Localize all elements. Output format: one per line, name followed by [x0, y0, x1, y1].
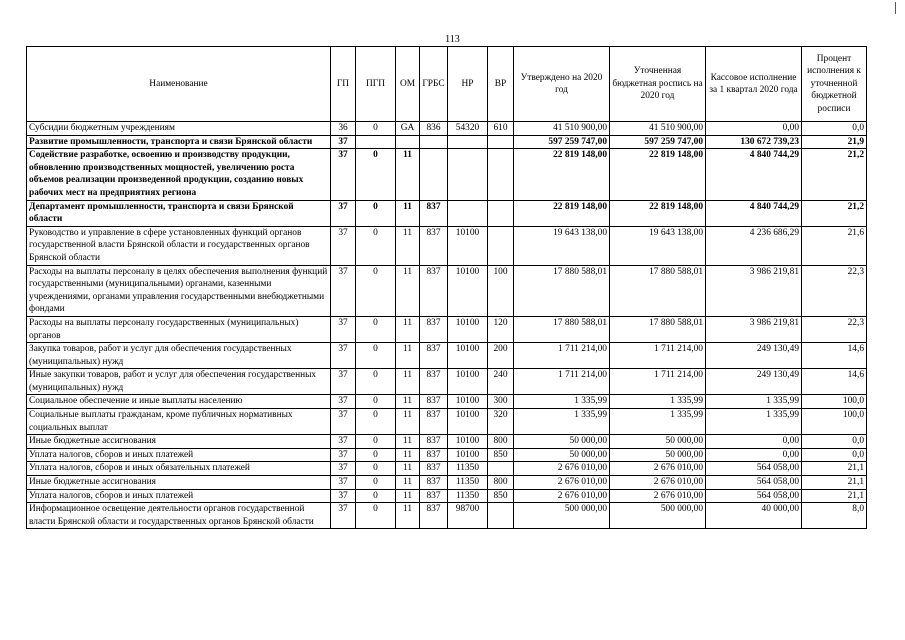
- cell-vr: 300: [488, 395, 514, 409]
- header-approved: Утверждено на 2020 год: [514, 47, 610, 122]
- cell-cash: 564 058,00: [706, 476, 802, 490]
- cell-vr: 320: [488, 409, 514, 435]
- cell-grbs: 837: [420, 476, 448, 490]
- edge-mark: [895, 2, 896, 14]
- cell-grbs: 837: [420, 435, 448, 449]
- cell-vr: 120: [488, 316, 514, 342]
- cell-percent: 21,1: [802, 462, 867, 476]
- cell-percent: 0,0: [802, 435, 867, 449]
- cell-cash: 130 672 739,23: [706, 135, 802, 149]
- cell-percent: 0,0: [802, 448, 867, 462]
- cell-gp: 37: [331, 149, 356, 200]
- cell-om: 11: [396, 409, 420, 435]
- cell-gp: 36: [331, 122, 356, 136]
- cell-ppgp: 0: [356, 409, 396, 435]
- cell-cash: 3 986 219,81: [706, 265, 802, 316]
- cell-vr: [488, 135, 514, 149]
- cell-gp: 37: [331, 462, 356, 476]
- cell-name: Социальные выплаты гражданам, кроме публичных нормативных социальных выплат: [27, 409, 331, 435]
- cell-nr: 10100: [448, 265, 488, 316]
- header-vr: ВР: [488, 47, 514, 122]
- header-nr: НР: [448, 47, 488, 122]
- cell-om: 11: [396, 200, 420, 226]
- cell-refined: 50 000,00: [610, 448, 706, 462]
- cell-nr: 10100: [448, 448, 488, 462]
- cell-om: 11: [396, 149, 420, 200]
- table-row: [27, 343, 867, 369]
- cell-om: 11: [396, 435, 420, 449]
- cell-refined: 1 335,99: [610, 409, 706, 435]
- cell-approved: 41 510 900,00: [514, 122, 610, 136]
- cell-approved: 1 711 214,00: [514, 343, 610, 369]
- cell-cash: 40 000,00: [706, 503, 802, 529]
- cell-name: Руководство и управление в сфере установленных функций органов государственной власти Брянской области и государственных органов Брянской области: [27, 226, 331, 265]
- cell-refined: 19 643 138,00: [610, 226, 706, 265]
- header-ppgp: ПГП: [356, 47, 396, 122]
- cell-cash: 1 335,99: [706, 409, 802, 435]
- cell-approved: 597 259 747,00: [514, 135, 610, 149]
- table-row: [27, 122, 867, 136]
- cell-grbs: 837: [420, 448, 448, 462]
- cell-om: 11: [396, 369, 420, 395]
- cell-approved: 50 000,00: [514, 448, 610, 462]
- cell-approved: 50 000,00: [514, 435, 610, 449]
- cell-name: Уплата налогов, сборов и иных обязательных платежей: [27, 462, 331, 476]
- cell-refined: 17 880 588,01: [610, 265, 706, 316]
- table-row: [27, 435, 867, 449]
- cell-vr: 850: [488, 489, 514, 503]
- cell-grbs: 836: [420, 122, 448, 136]
- cell-cash: 4 840 744,29: [706, 149, 802, 200]
- table-body: [27, 122, 867, 529]
- cell-nr: 10100: [448, 369, 488, 395]
- cell-gp: 37: [331, 343, 356, 369]
- cell-gp: 37: [331, 448, 356, 462]
- cell-grbs: 837: [420, 343, 448, 369]
- table-row: [27, 265, 867, 316]
- cell-ppgp: 0: [356, 435, 396, 449]
- cell-cash: 3 986 219,81: [706, 316, 802, 342]
- cell-ppgp: 0: [356, 489, 396, 503]
- cell-cash: 4 236 686,29: [706, 226, 802, 265]
- header-cash: Кассовое исполнение за 1 квартал 2020 года: [706, 47, 802, 122]
- table-row: [27, 316, 867, 342]
- cell-gp: 37: [331, 395, 356, 409]
- cell-name: Департамент промышленности, транспорта и связи Брянской области: [27, 200, 331, 226]
- cell-refined: 500 000,00: [610, 503, 706, 529]
- cell-om: [396, 135, 420, 149]
- cell-vr: [488, 226, 514, 265]
- cell-grbs: 837: [420, 265, 448, 316]
- cell-cash: 564 058,00: [706, 489, 802, 503]
- cell-refined: 1 711 214,00: [610, 343, 706, 369]
- cell-gp: 37: [331, 435, 356, 449]
- cell-name: Иные бюджетные ассигнования: [27, 476, 331, 490]
- cell-name: Информационное освещение деятельности органов государственной власти Брянской области и государственных органов Брянской области: [27, 503, 331, 529]
- cell-approved: 2 676 010,00: [514, 462, 610, 476]
- cell-nr: 54320: [448, 122, 488, 136]
- cell-om: 11: [396, 395, 420, 409]
- cell-vr: [488, 503, 514, 529]
- cell-nr: 10100: [448, 226, 488, 265]
- table-row: [27, 409, 867, 435]
- cell-cash: 1 335,99: [706, 395, 802, 409]
- cell-percent: 0,0: [802, 122, 867, 136]
- cell-grbs: 837: [420, 503, 448, 529]
- cell-ppgp: 0: [356, 265, 396, 316]
- cell-ppgp: 0: [356, 343, 396, 369]
- cell-refined: 22 819 148,00: [610, 200, 706, 226]
- cell-vr: 800: [488, 435, 514, 449]
- cell-cash: 564 058,00: [706, 462, 802, 476]
- cell-ppgp: 0: [356, 503, 396, 529]
- cell-percent: 22,3: [802, 316, 867, 342]
- cell-percent: 21,2: [802, 200, 867, 226]
- cell-percent: 14,6: [802, 343, 867, 369]
- cell-ppgp: 0: [356, 476, 396, 490]
- table-row: [27, 395, 867, 409]
- cell-grbs: [420, 149, 448, 200]
- cell-refined: 597 259 747,00: [610, 135, 706, 149]
- cell-grbs: 837: [420, 369, 448, 395]
- cell-vr: 240: [488, 369, 514, 395]
- cell-refined: 1 711 214,00: [610, 369, 706, 395]
- cell-vr: [488, 200, 514, 226]
- cell-nr: 10100: [448, 409, 488, 435]
- table-row: [27, 503, 867, 529]
- cell-gp: 37: [331, 476, 356, 490]
- cell-grbs: 837: [420, 462, 448, 476]
- cell-ppgp: 0: [356, 226, 396, 265]
- cell-vr: 850: [488, 448, 514, 462]
- cell-name: Иные бюджетные ассигнования: [27, 435, 331, 449]
- cell-refined: 2 676 010,00: [610, 489, 706, 503]
- cell-grbs: [420, 135, 448, 149]
- cell-approved: 17 880 588,01: [514, 265, 610, 316]
- cell-refined: 22 819 148,00: [610, 149, 706, 200]
- cell-percent: 21,1: [802, 476, 867, 490]
- cell-refined: 2 676 010,00: [610, 462, 706, 476]
- cell-om: 11: [396, 489, 420, 503]
- cell-refined: 41 510 900,00: [610, 122, 706, 136]
- cell-om: GA: [396, 122, 420, 136]
- cell-approved: 1 335,99: [514, 409, 610, 435]
- table-row: [27, 462, 867, 476]
- cell-ppgp: 0: [356, 122, 396, 136]
- cell-ppgp: 0: [356, 200, 396, 226]
- cell-refined: 1 335,99: [610, 395, 706, 409]
- cell-vr: 100: [488, 265, 514, 316]
- cell-name: Уплата налогов, сборов и иных платежей: [27, 448, 331, 462]
- cell-name: Содействие разработке, освоению и производству продукции, обновлению производственных мощностей, увеличению роста объемов реализации произведенной продукции, созданию новых рабочих мест на предприятиях региона: [27, 149, 331, 200]
- cell-cash: 249 130,49: [706, 343, 802, 369]
- cell-cash: 0,00: [706, 122, 802, 136]
- cell-nr: 11350: [448, 489, 488, 503]
- cell-om: 11: [396, 462, 420, 476]
- cell-vr: 200: [488, 343, 514, 369]
- page-number: 113: [445, 34, 460, 45]
- cell-gp: 37: [331, 489, 356, 503]
- cell-nr: 98700: [448, 503, 488, 529]
- cell-om: 11: [396, 316, 420, 342]
- cell-gp: 37: [331, 503, 356, 529]
- cell-approved: 1 335,99: [514, 395, 610, 409]
- cell-refined: 17 880 588,01: [610, 316, 706, 342]
- cell-approved: 500 000,00: [514, 503, 610, 529]
- table-row: [27, 149, 867, 200]
- cell-percent: 21,1: [802, 489, 867, 503]
- cell-name: Закупка товаров, работ и услуг для обеспечения государственных (муниципальных) нужд: [27, 343, 331, 369]
- cell-grbs: 837: [420, 409, 448, 435]
- table-row: [27, 200, 867, 226]
- cell-percent: 21,6: [802, 226, 867, 265]
- table-row: [27, 226, 867, 265]
- cell-vr: [488, 149, 514, 200]
- cell-gp: 37: [331, 135, 356, 149]
- cell-percent: 14,6: [802, 369, 867, 395]
- cell-cash: 4 840 744,29: [706, 200, 802, 226]
- cell-cash: 0,00: [706, 448, 802, 462]
- table-row: [27, 448, 867, 462]
- cell-nr: 10100: [448, 316, 488, 342]
- cell-percent: 100,0: [802, 395, 867, 409]
- cell-ppgp: 0: [356, 369, 396, 395]
- cell-ppgp: 0: [356, 316, 396, 342]
- cell-nr: [448, 200, 488, 226]
- cell-name: Развитие промышленности, транспорта и связи Брянской области: [27, 135, 331, 149]
- cell-gp: 37: [331, 369, 356, 395]
- cell-vr: 800: [488, 476, 514, 490]
- budget-table: [26, 46, 867, 529]
- cell-name: Расходы на выплаты персоналу государственных (муниципальных) органов: [27, 316, 331, 342]
- cell-grbs: 837: [420, 489, 448, 503]
- cell-percent: 8,0: [802, 503, 867, 529]
- cell-name: Расходы на выплаты персоналу в целях обеспечения выполнения функций государственными (муниципальными) органами, казенными учреждениями, органами управления государственными внебюджетными фондами: [27, 265, 331, 316]
- cell-approved: 22 819 148,00: [514, 149, 610, 200]
- cell-grbs: 837: [420, 395, 448, 409]
- cell-cash: 0,00: [706, 435, 802, 449]
- cell-approved: 2 676 010,00: [514, 489, 610, 503]
- cell-ppgp: 0: [356, 448, 396, 462]
- cell-ppgp: [356, 135, 396, 149]
- cell-refined: 50 000,00: [610, 435, 706, 449]
- cell-om: 11: [396, 476, 420, 490]
- cell-gp: 37: [331, 316, 356, 342]
- cell-name: Иные закупки товаров, работ и услуг для обеспечения государственных (муниципальных) нужд: [27, 369, 331, 395]
- table-row: [27, 369, 867, 395]
- cell-percent: 100,0: [802, 409, 867, 435]
- cell-approved: 19 643 138,00: [514, 226, 610, 265]
- header-refined: Уточненная бюджетная роспись на 2020 год: [610, 47, 706, 122]
- cell-vr: [488, 462, 514, 476]
- cell-name: Уплата налогов, сборов и иных платежей: [27, 489, 331, 503]
- cell-name: Субсидии бюджетным учреждениям: [27, 122, 331, 136]
- cell-om: 11: [396, 265, 420, 316]
- cell-nr: 11350: [448, 476, 488, 490]
- cell-grbs: 837: [420, 200, 448, 226]
- cell-grbs: 837: [420, 226, 448, 265]
- cell-ppgp: 0: [356, 395, 396, 409]
- cell-gp: 37: [331, 265, 356, 316]
- cell-approved: 1 711 214,00: [514, 369, 610, 395]
- cell-percent: 21,9: [802, 135, 867, 149]
- table-row: [27, 476, 867, 490]
- cell-approved: 22 819 148,00: [514, 200, 610, 226]
- header-percent: Процент исполнения к уточненной бюджетной росписи: [802, 47, 867, 122]
- cell-nr: 10100: [448, 343, 488, 369]
- header-grbs: ГРБС: [420, 47, 448, 122]
- cell-nr: 10100: [448, 395, 488, 409]
- cell-vr: 610: [488, 122, 514, 136]
- cell-nr: 10100: [448, 435, 488, 449]
- cell-ppgp: 0: [356, 462, 396, 476]
- cell-refined: 2 676 010,00: [610, 476, 706, 490]
- cell-om: 11: [396, 343, 420, 369]
- cell-percent: 21,2: [802, 149, 867, 200]
- cell-gp: 37: [331, 409, 356, 435]
- cell-cash: 249 130,49: [706, 369, 802, 395]
- cell-ppgp: 0: [356, 149, 396, 200]
- cell-approved: 2 676 010,00: [514, 476, 610, 490]
- cell-approved: 17 880 588,01: [514, 316, 610, 342]
- cell-om: 11: [396, 503, 420, 529]
- cell-nr: [448, 149, 488, 200]
- cell-om: 11: [396, 226, 420, 265]
- header-om: ОМ: [396, 47, 420, 122]
- cell-name: Социальное обеспечение и иные выплаты населению: [27, 395, 331, 409]
- header-name: Наименование: [27, 47, 331, 122]
- cell-nr: 11350: [448, 462, 488, 476]
- table-header-row: [27, 47, 867, 122]
- cell-om: 11: [396, 448, 420, 462]
- cell-gp: 37: [331, 226, 356, 265]
- cell-nr: [448, 135, 488, 149]
- cell-gp: 37: [331, 200, 356, 226]
- table-row: [27, 135, 867, 149]
- header-gp: ГП: [331, 47, 356, 122]
- table-row: [27, 489, 867, 503]
- cell-grbs: 837: [420, 316, 448, 342]
- cell-percent: 22,3: [802, 265, 867, 316]
